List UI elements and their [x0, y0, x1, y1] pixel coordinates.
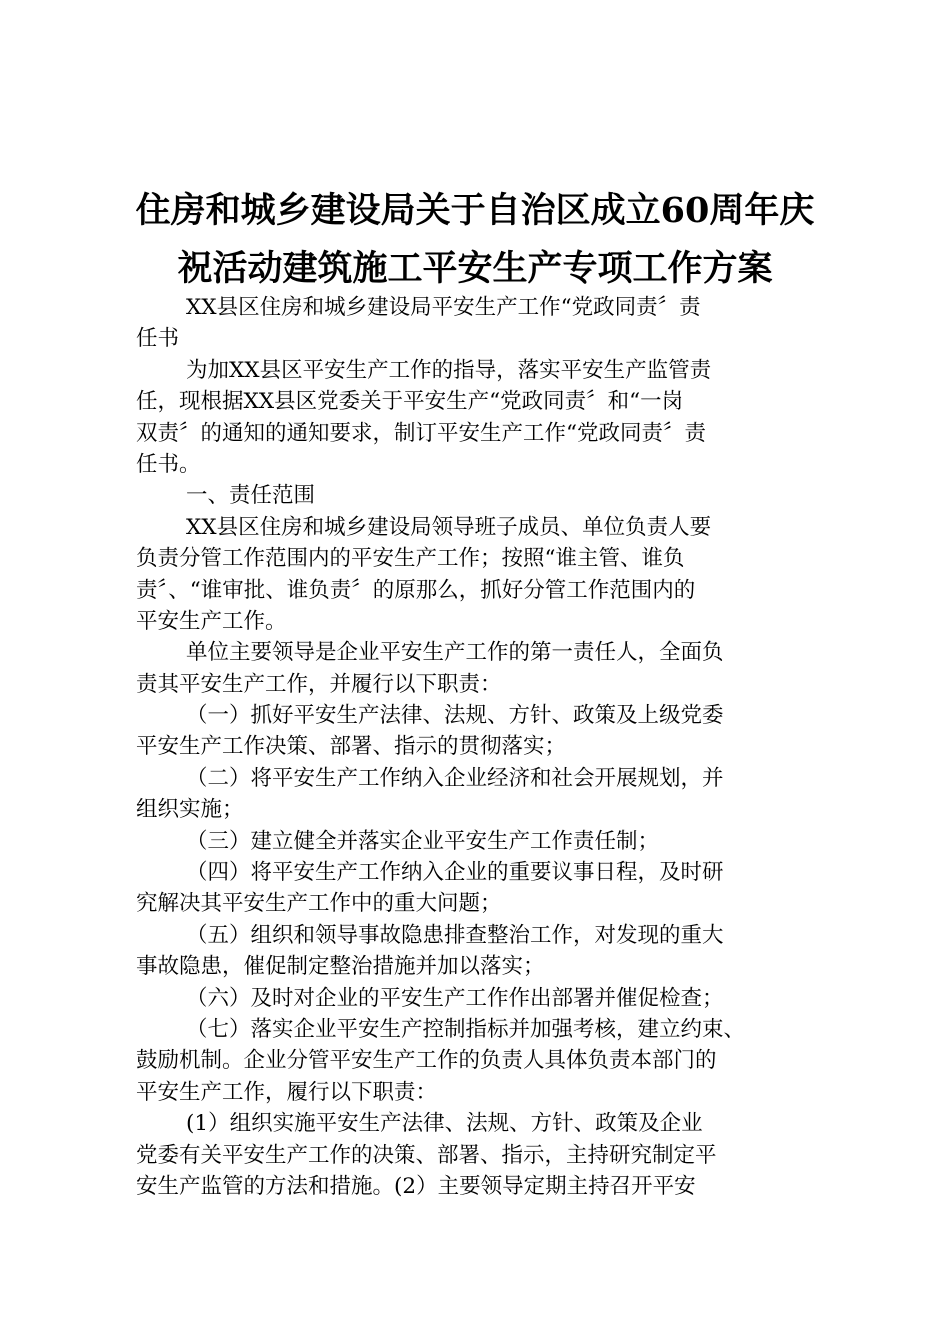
body-line: （二）将平安生产工作纳入企业经济和社会开展规划，并 — [186, 765, 724, 791]
body-line: 平安生产工作决策、部署、指示的贯彻落实； — [136, 734, 567, 760]
body-line: 平安生产工作。 — [136, 608, 287, 634]
title-line-1: 住房和城乡建设局关于自治区成立60周年庆 — [135, 190, 815, 231]
body-line: 党委有关平安生产工作的决策、部署、指示，主持研究制定平 — [136, 1142, 717, 1168]
body-line: 事故隐患，催促制定整治措施并加以落实； — [136, 954, 545, 980]
body-line: 鼓励机制。企业分管平安生产工作的负责人具体负责本部门的 — [136, 1048, 717, 1074]
body-line: 任书 — [136, 326, 180, 352]
body-line: (1）组织实施平安生产法律、法规、方针、政策及企业 — [186, 1111, 703, 1137]
body-line: （一）抓好平安生产法律、法规、方针、政策及上级党委 — [186, 703, 724, 729]
body-line: （六）及时对企业的平安生产工作作出部署并催促检查； — [186, 985, 724, 1011]
body-line: 责其平安生产工作，并履行以下职责： — [136, 671, 502, 697]
document-body — [136, 292, 836, 1202]
body-line: 平安生产工作，履行以下职责： — [136, 1079, 438, 1105]
body-line: 责〞、“谁审批、谁负责〞的原那么，抓好分管工作范围内的 — [136, 577, 696, 603]
body-line: 为加XX县区平安生产工作的指导，落实平安生产监管责 — [186, 357, 712, 383]
body-line: 任书。 — [136, 451, 201, 477]
body-line: 任，现根据XX县区党委关于平安生产“党政同责〞和“一岗 — [136, 389, 684, 415]
body-line: 单位主要领导是企业平安生产工作的第一责任人，全面负 — [186, 640, 724, 666]
body-line: 负责分管工作范围内的平安生产工作；按照“谁主管、谁负 — [136, 546, 685, 572]
body-line: （五）组织和领导事故隐患排查整治工作，对发现的重大 — [186, 922, 724, 948]
body-line: （七）落实企业平安生产控制指标并加强考核，建立约束、 — [186, 1016, 746, 1042]
body-line: （四）将平安生产工作纳入企业的重要议事日程，及时研 — [186, 860, 724, 886]
body-line: 双责〞的通知的通知要求，制订平安生产工作“党政同责〞责 — [136, 420, 706, 446]
body-line: 安生产监管的方法和措施。(2）主要领导定期主持召开平安 — [136, 1173, 696, 1199]
body-line: 组织实施； — [136, 797, 244, 823]
body-line: 一、责任范围 — [186, 483, 316, 509]
body-line: （三）建立健全并落实企业平安生产工作责任制； — [186, 828, 660, 854]
body-line: XX县区住房和城乡建设局领导班子成员、单位负责人要 — [186, 514, 712, 540]
document-title — [120, 182, 830, 298]
body-line: 究解决其平安生产工作中的重大问题； — [136, 891, 502, 917]
title-line-2: 祝活动建筑施工平安生产专项工作方案 — [177, 248, 773, 289]
body-line: XX县区住房和城乡建设局平安生产工作“党政同责〞责 — [186, 295, 701, 320]
